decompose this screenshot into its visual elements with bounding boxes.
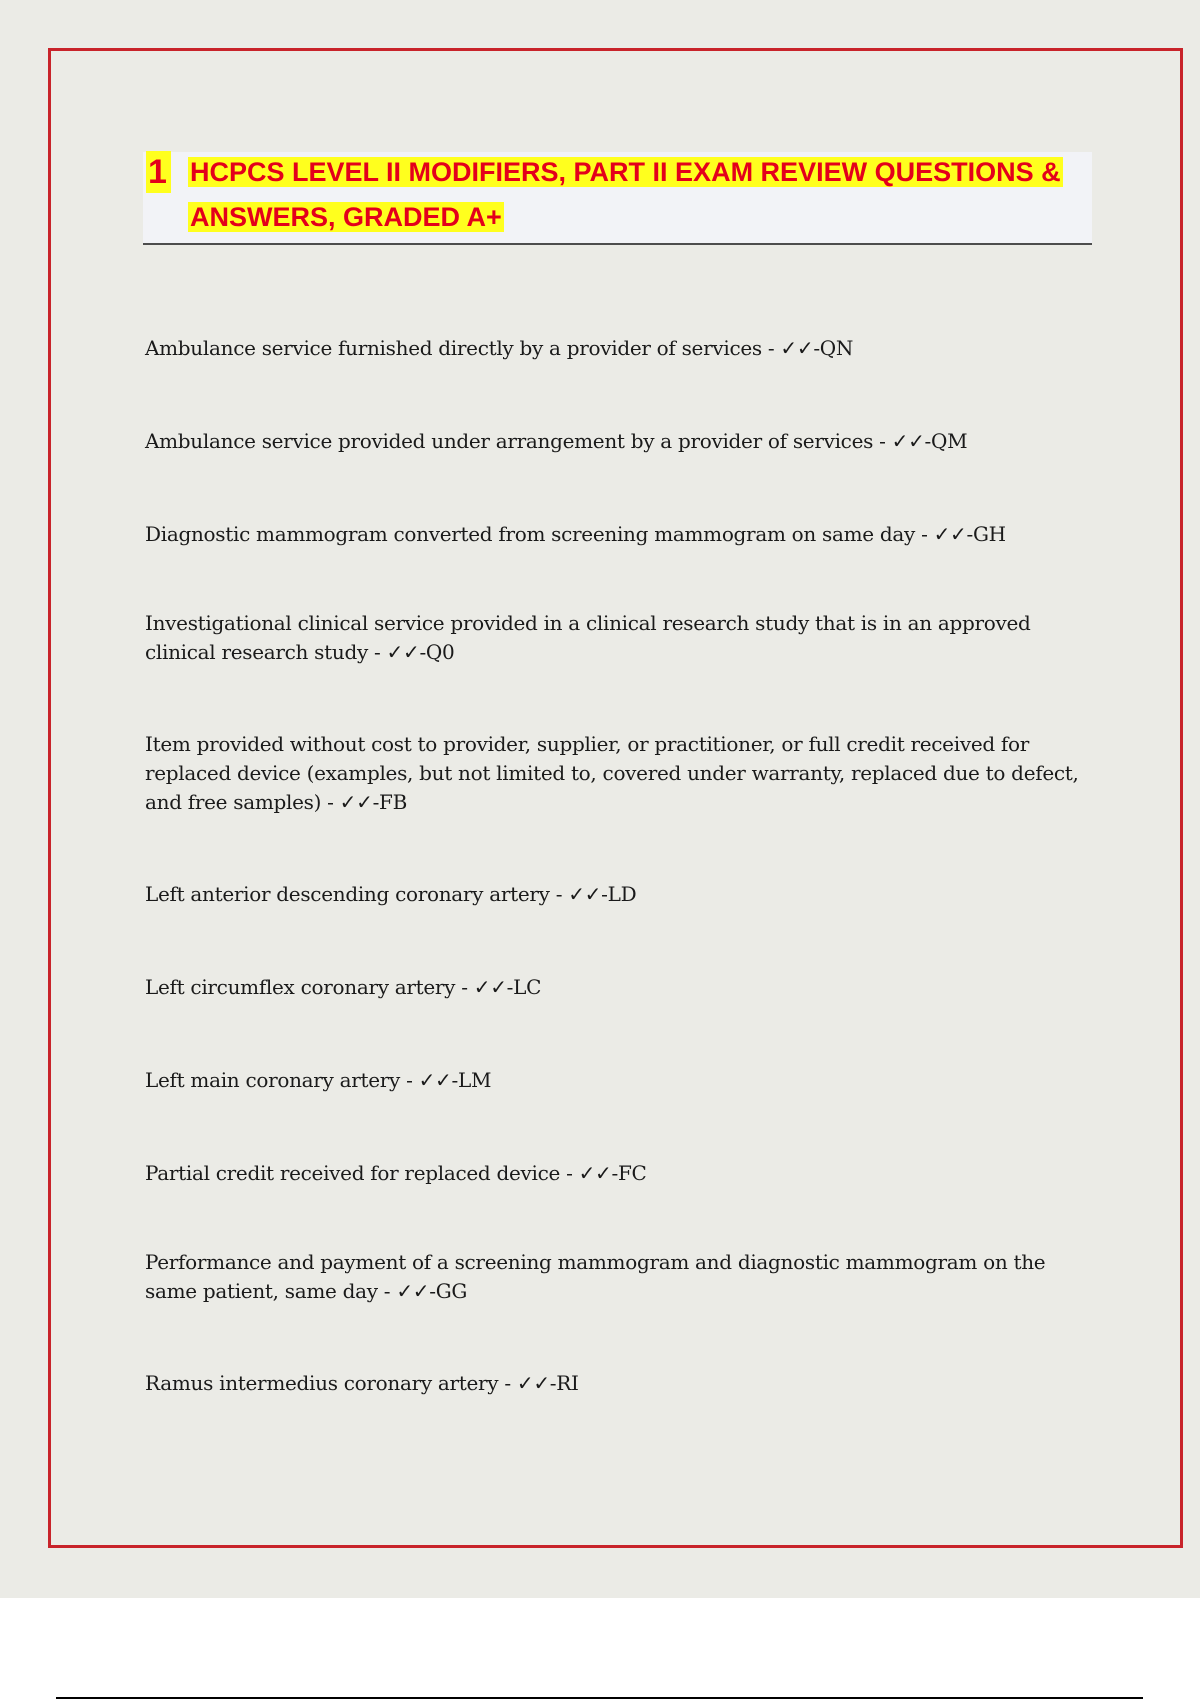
qa-item: Ramus intermedius coronary artery - ✓✓-RI	[145, 1371, 579, 1395]
qa-item: Left anterior descending coronary artery - ✓✓-LD	[145, 882, 637, 906]
footer-rule	[56, 1697, 1143, 1699]
page-title	[188, 150, 1088, 240]
qa-item: Performance and payment of a screening mammogram and diagnostic mammogram on the same patient, same day - ✓✓-GG	[145, 1250, 1046, 1303]
qa-item: Investigational clinical service provided in a clinical research study that is in an approved clinical research study - ✓✓-Q0	[145, 611, 1031, 664]
qa-item: Ambulance service furnished directly by a provider of services - ✓✓-QN	[145, 336, 854, 360]
qa-item: Diagnostic mammogram converted from screening mammogram on same day - ✓✓-GH	[145, 522, 1006, 546]
qa-item: Partial credit received for replaced device - ✓✓-FC	[145, 1161, 647, 1185]
section-number: 1	[146, 151, 171, 193]
qa-item: Left main coronary artery - ✓✓-LM	[145, 1068, 492, 1092]
qa-item: Left circumflex coronary artery - ✓✓-LC	[145, 975, 542, 999]
page-title-text: HCPCS LEVEL II MODIFIERS, PART II EXAM REVIEW QUESTIONS & ANSWERS, GRADED A+	[190, 157, 1061, 232]
qa-item: Ambulance service provided under arrangement by a provider of services - ✓✓-QM	[145, 429, 968, 453]
qa-item: Item provided without cost to provider, supplier, or practitioner, or full credit received for replaced device (examples, but not limited to, covered under warranty, replaced due to defect, and free samples) - ✓✓-FB	[145, 732, 1079, 814]
